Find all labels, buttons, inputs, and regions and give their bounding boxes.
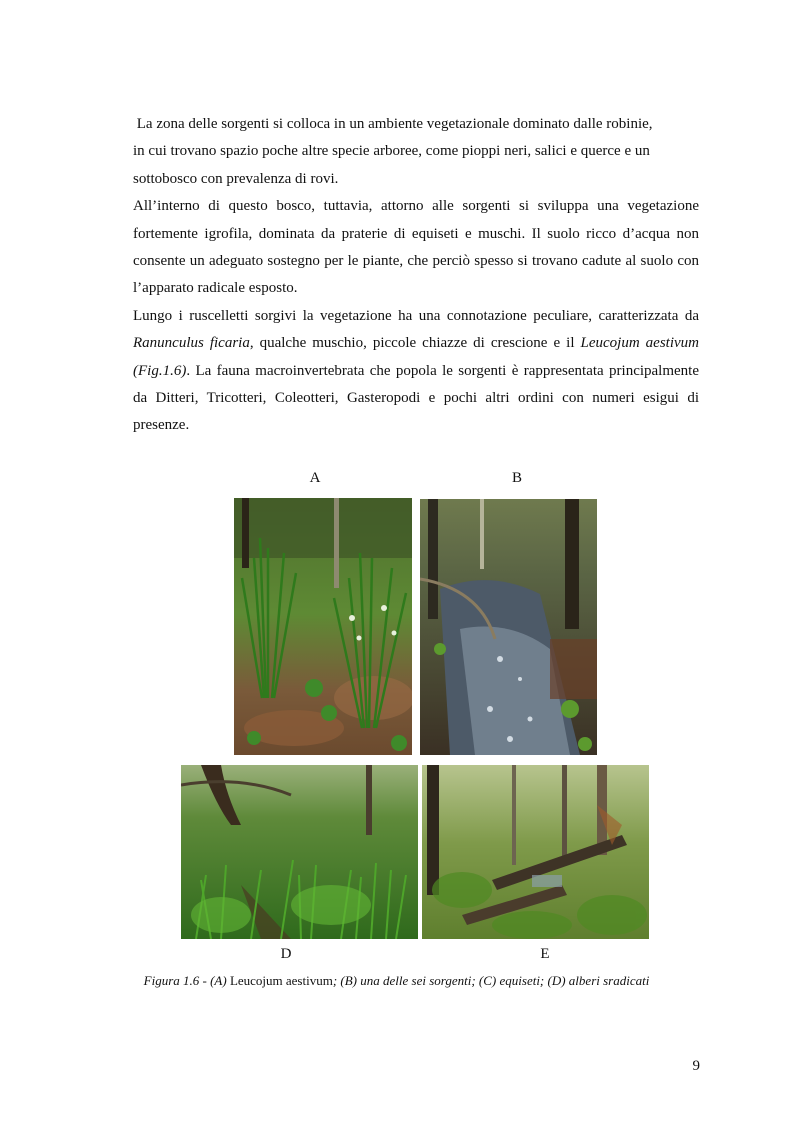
p1-line-3: sottobosco con prevalenza di rovi. bbox=[133, 170, 339, 187]
paragraph-2: All’interno di questo bosco, tuttavia, attorno alle sorgenti si sviluppa una vegetazione fortemente igrofila, dominata da praterie di equiseti e muschi. Il suolo ricco d’acqua non consente un adeguato sostegno per le piante, che perciò spesso si trovano cadute al suolo con l’apparato radicale esposto. bbox=[133, 198, 699, 297]
p3-text-c: . La fauna macroinvertebrata che popola le sorgenti è rappresentata principalmente da Ditteri, Tricotteri, Coleotteri, Gasteropodi e pochi altri ordini con numeri esigui di presenze. bbox=[133, 362, 699, 434]
figure-caption bbox=[100, 973, 693, 989]
caption-prefix: Figura 1.6 - (A) bbox=[143, 973, 230, 988]
page-number: 9 bbox=[692, 1058, 700, 1074]
photo-d-alberi bbox=[422, 765, 649, 939]
species-leucojum-ref: Leucojum aestivum (Fig.1.6) bbox=[133, 335, 699, 379]
paragraph-1 bbox=[133, 111, 699, 193]
p1-line-1: La zona delle sorgenti si colloca in un ambiente vegetazionale dominato dalle robinie, bbox=[133, 116, 653, 132]
caption-species: Leucojum aestivum bbox=[229, 973, 333, 988]
species-ranunculus: Ranunculus ficaria bbox=[133, 335, 250, 352]
figure-label-a: A bbox=[309, 470, 321, 486]
caption-rest: ; (B) una delle sei sorgenti; (C) equiseti; (D) alberi sradicati bbox=[332, 973, 650, 988]
figure-label-b: B bbox=[511, 470, 522, 486]
figure-label-d: D bbox=[280, 946, 292, 962]
paragraph-3 bbox=[133, 303, 699, 440]
photo-a-leucojum bbox=[234, 498, 412, 755]
figure-label-e: E bbox=[540, 946, 550, 962]
photo-c-equiseti bbox=[181, 765, 418, 939]
body-text bbox=[133, 111, 699, 440]
p3-text-b: , qualche muschio, piccole chiazze di crescione e il bbox=[249, 335, 581, 352]
photo-b-spring bbox=[420, 499, 597, 755]
p1-line-2: in cui trovano spazio poche altre specie arboree, come pioppi neri, salici e querce e un bbox=[133, 143, 650, 160]
p3-text-a: Lungo i ruscelletti sorgivi la vegetazione ha una connotazione peculiare, caratterizzata da bbox=[133, 307, 699, 324]
